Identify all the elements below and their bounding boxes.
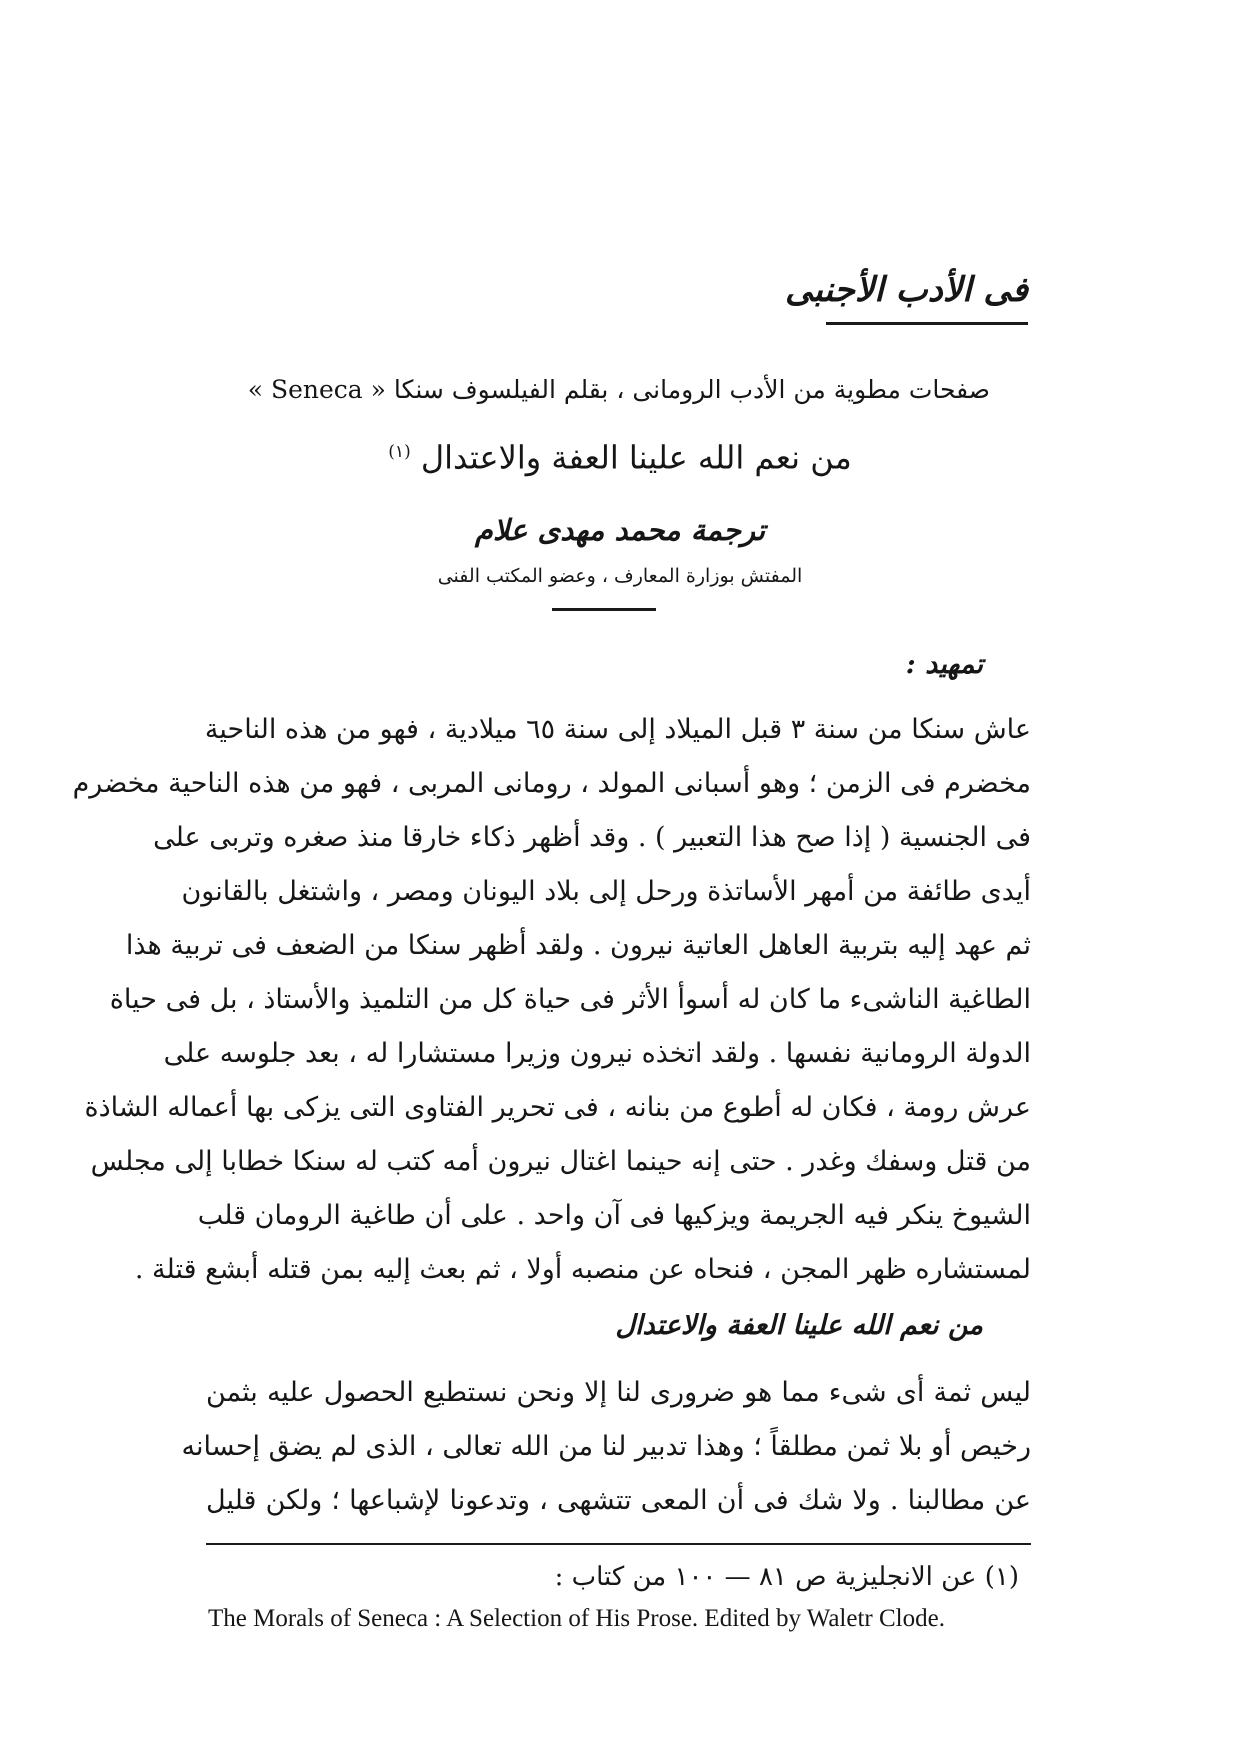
section-divider bbox=[552, 608, 656, 611]
section2-line: ليس ثمة أى شىء مما هو ضرورى لنا إلا ونحن نستطيع الحصول عليه بثمن bbox=[206, 1377, 1031, 1408]
translator-name: ترجمة محمد مهدى علام bbox=[474, 513, 766, 547]
article-subtitle: صفحات مطوية من الأدب الرومانى ، بقلم الفيلسوف سنكا « Seneca » bbox=[247, 375, 990, 404]
section-title: فى الأدب الأجنبى bbox=[785, 270, 1028, 310]
intro-line: فى الجنسية ( إذا صح هذا التعبير ) . وقد أظهر ذكاء خارقا منذ صغره وتربى على bbox=[153, 822, 1031, 853]
footnote-arabic: (١) عن الانجليزية ص ٨١ — ١٠٠ من كتاب : bbox=[554, 1562, 1019, 1592]
translator-role: المفتش بوزارة المعارف ، وعضو المكتب الفنى bbox=[437, 565, 803, 587]
article-title bbox=[300, 430, 940, 480]
intro-line: عاش سنكا من سنة ٣ قبل الميلاد إلى سنة ٦٥ ميلادية ، فهو من هذه الناحية bbox=[204, 714, 1031, 745]
section2-heading: من نعم الله علينا العفة والاعتدال bbox=[615, 1310, 983, 1341]
intro-line: الدولة الرومانية نفسها . ولقد اتخذه نيرون وزيرا مستشارا له ، بعد جلوسه على bbox=[163, 1038, 1031, 1069]
title-underline bbox=[826, 322, 1028, 325]
intro-line: من قتل وسفك وغدر . حتى إنه حينما اغتال نيرون أمه كتب له سنكا خطابا إلى مجلس bbox=[90, 1146, 1031, 1177]
article-title-text: من نعم الله علينا العفة والاعتدال bbox=[420, 438, 852, 477]
footnote-separator bbox=[206, 1543, 1031, 1545]
intro-line: عرش رومة ، فكان له أطوع من بنانه ، فى تحرير الفتاوى التى يزكى بها أعماله الشاذة bbox=[84, 1092, 1031, 1123]
intro-heading: تمهيد : bbox=[905, 649, 983, 680]
intro-line: لمستشاره ظهر المجن ، فنحاه عن منصبه أولا ، ثم بعث إليه بمن قتله أبشع قتلة . bbox=[134, 1254, 1031, 1285]
section2-line: عن مطالبنا . ولا شك فى أن المعى تتشهى ، وتدعونا لإشباعها ؛ ولكن قليل bbox=[206, 1485, 1031, 1516]
footnote-english: The Morals of Seneca : A Selection of His Prose. Edited by Waletr Clode. bbox=[208, 1605, 945, 1632]
intro-line: مخضرم فى الزمن ؛ وهو أسبانى المولد ، رومانى المربى ، فهو من هذه الناحية مخضرم bbox=[72, 768, 1031, 799]
intro-line: الطاغية الناشىء ما كان له أسوأ الأثر فى حياة كل من التلميذ والأستاذ ، بل فى حياة bbox=[109, 984, 1031, 1015]
footnote-marker: (١) bbox=[388, 442, 411, 462]
intro-line: ثم عهد إليه بتربية العاهل العاتية نيرون . ولقد أظهر سنكا من الضعف فى تربية هذا bbox=[125, 930, 1031, 961]
section2-line: رخيص أو بلا ثمن مطلقاً ؛ وهذا تدبير لنا من الله تعالى ، الذى لم يضق إحسانه bbox=[181, 1431, 1031, 1462]
intro-line: أيدى طائفة من أمهر الأساتذة ورحل إلى بلاد اليونان ومصر ، واشتغل بالقانون bbox=[181, 876, 1031, 907]
intro-line: الشيوخ ينكر فيه الجريمة ويزكيها فى آن واحد . على أن طاغية الرومان قلب bbox=[197, 1200, 1031, 1231]
